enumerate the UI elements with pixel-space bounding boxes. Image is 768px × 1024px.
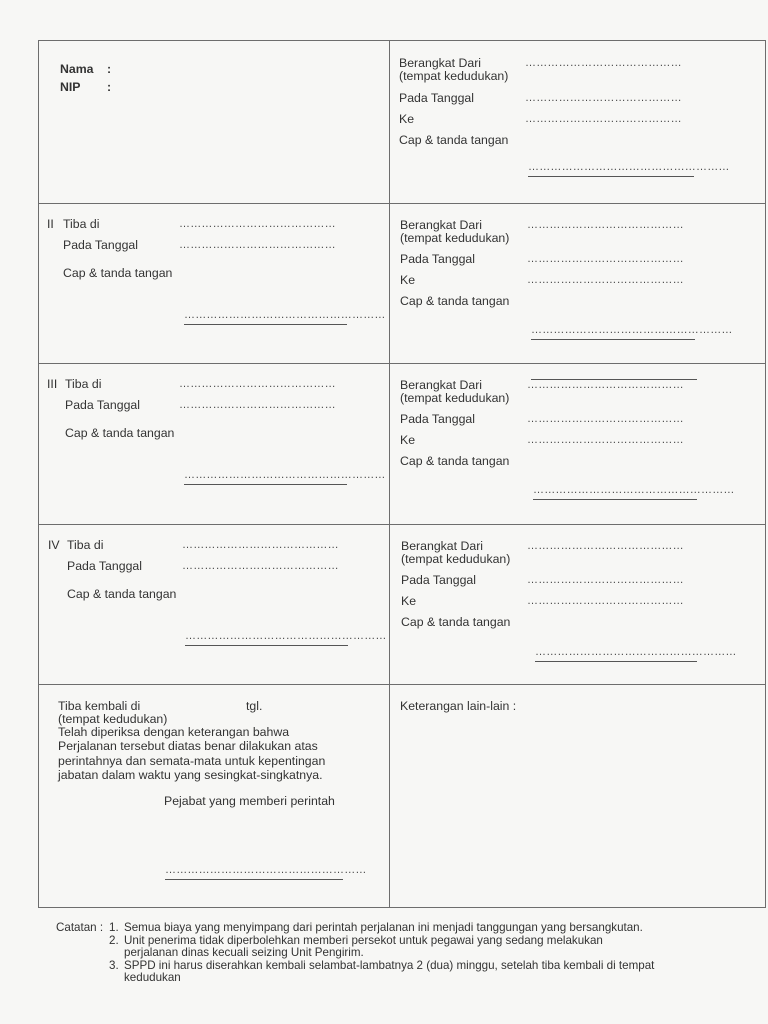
arrival-cell-3 (39, 363, 389, 524)
cap-tanda-tangan-label: Cap & tanda tangan (63, 266, 173, 280)
signature-line[interactable]: ……………………………………………… (531, 325, 695, 340)
keterangan-label: Keterangan lain-lain : (400, 699, 517, 713)
tiba-di-label: Tiba di (65, 377, 102, 391)
statement-line: jabatan dalam waktu yang sesingkat-singkatnya. (58, 767, 323, 782)
cap-tanda-tangan-label: Cap & tanda tangan (401, 615, 511, 629)
tempat-kedudukan-label: (tempat kedudukan) (401, 552, 511, 566)
item-number: 3. (109, 958, 119, 972)
departure-cell-4 (389, 524, 765, 684)
pada-tanggal-label: Pada Tanggal (65, 398, 140, 412)
tiba-di-field[interactable]: …………………………………… (182, 539, 339, 551)
tempat-kedudukan-label: (tempat kedudukan) (400, 231, 510, 245)
item-text: Semua biaya yang menyimpang dari perintah perjalanan ini menjadi tanggungan yang bersangkutan. (124, 921, 643, 934)
pada-tanggal-field[interactable]: …………………………………… (179, 399, 336, 411)
tiba-di-field[interactable]: …………………………………… (179, 378, 336, 390)
section-numeral: II (47, 217, 54, 231)
ke-field[interactable]: …………………………………… (527, 595, 684, 607)
ke-label: Ke (400, 433, 416, 447)
statement-line: perintahnya dan semata-mata untuk kepentingan (58, 753, 326, 768)
signature-line[interactable]: ……………………………………………… (533, 485, 697, 500)
section-numeral: III (47, 377, 58, 391)
departure-cell-1 (389, 41, 765, 203)
berangkat-dari-label: Berangkat Dari (400, 378, 483, 392)
pada-tanggal-field[interactable]: …………………………………… (527, 574, 684, 586)
cap-tanda-tangan-label: Cap & tanda tangan (65, 426, 175, 440)
cap-tanda-tangan-label: Cap & tanda tangan (400, 294, 510, 308)
arrival-cell-2 (39, 203, 389, 363)
berangkat-dari-label: Berangkat Dari (401, 539, 484, 553)
pada-tanggal-field[interactable]: …………………………………… (525, 92, 682, 104)
cap-tanda-tangan-label: Cap & tanda tangan (400, 454, 510, 468)
pada-tanggal-label: Pada Tanggal (401, 573, 476, 587)
ke-label: Ke (399, 112, 415, 126)
identity-cell (39, 41, 389, 203)
signature-line[interactable]: ……………………………………………… (184, 470, 347, 485)
tiba-di-field[interactable]: …………………………………… (179, 218, 336, 230)
berangkat-dari-field[interactable]: …………………………………… (527, 379, 684, 391)
nama-label: Nama (60, 62, 94, 76)
berangkat-dari-field[interactable]: …………………………………… (525, 57, 682, 69)
ke-label: Ke (401, 594, 417, 608)
departure-cell-2 (389, 203, 765, 363)
signature-line[interactable]: ……………………………………………… (528, 162, 694, 177)
berangkat-dari-label: Berangkat Dari (400, 218, 483, 232)
tgl-label: tgl. (246, 699, 263, 713)
pada-tanggal-label: Pada Tanggal (400, 252, 475, 266)
ke-field[interactable]: …………………………………… (525, 113, 682, 125)
cap-tanda-tangan-label: Cap & tanda tangan (67, 587, 177, 601)
nip-colon: : (107, 80, 112, 94)
pada-tanggal-label: Pada Tanggal (63, 238, 138, 252)
form-table (38, 40, 766, 908)
item-text: SPPD ini harus diserahkan kembali selambat-lambatnya 2 (dua) minggu, setelah tiba kembali di tempat (124, 958, 655, 972)
statement-line: Telah diperiksa dengan keterangan bahwa (58, 725, 290, 739)
item-text: kedudukan (124, 971, 181, 985)
pejabat-label: Pejabat yang memberi perintah (164, 794, 335, 808)
item-text: Unit penerima tidak diperbolehkan memberi persekot untuk pegawai yang sedang melakukan (124, 933, 603, 947)
tempat-kedudukan-label: (tempat kedudukan) (399, 69, 509, 83)
verification-statement (58, 725, 325, 782)
nip-label: NIP (60, 80, 81, 94)
nama-colon: : (107, 62, 112, 76)
tempat-kedudukan-label: (tempat kedudukan) (400, 391, 510, 405)
berangkat-dari-label: Berangkat Dari (399, 56, 482, 70)
catatan-label: Catatan : (56, 921, 104, 934)
item-number: 2. (109, 933, 119, 947)
ke-field[interactable]: …………………………………… (527, 274, 684, 286)
pada-tanggal-field[interactable]: …………………………………… (527, 253, 684, 265)
pada-tanggal-label: Pada Tanggal (400, 412, 475, 426)
statement-line: Perjalanan tersebut diatas benar dilakukan atas (58, 739, 318, 754)
ke-field[interactable]: …………………………………… (527, 434, 684, 446)
pada-tanggal-field[interactable]: …………………………………… (182, 560, 339, 572)
tempat-kedudukan-label: (tempat kedudukan) (58, 712, 168, 726)
item-text: perjalanan dinas kecuali seizing Unit Pengirim. (124, 946, 364, 960)
return-cell (39, 684, 389, 907)
tiba-di-label: Tiba di (63, 217, 100, 231)
berangkat-dari-field[interactable]: …………………………………… (527, 219, 684, 231)
signature-line[interactable]: ……………………………………………… (535, 647, 697, 662)
signature-line[interactable]: ……………………………………………… (184, 310, 347, 325)
signature-line[interactable]: ……………………………………………… (185, 631, 348, 646)
tiba-di-label: Tiba di (67, 538, 104, 552)
item-number: 1. (109, 921, 119, 934)
official-signature-line[interactable]: ……………………………………………… (165, 865, 343, 880)
arrival-cell-4 (39, 524, 389, 684)
departure-cell-3 (389, 363, 765, 524)
pada-tanggal-field[interactable]: …………………………………… (179, 239, 336, 251)
section-numeral: IV (48, 538, 60, 552)
pada-tanggal-field[interactable]: …………………………………… (527, 413, 684, 425)
tiba-kembali-label: Tiba kembali di (58, 699, 141, 713)
cap-tanda-tangan-label: Cap & tanda tangan (399, 133, 509, 147)
pada-tanggal-label: Pada Tanggal (67, 559, 142, 573)
ke-label: Ke (400, 273, 416, 287)
pada-tanggal-label: Pada Tanggal (399, 91, 474, 105)
berangkat-dari-field[interactable]: …………………………………… (527, 540, 684, 552)
notes-cell[interactable] (389, 684, 765, 907)
